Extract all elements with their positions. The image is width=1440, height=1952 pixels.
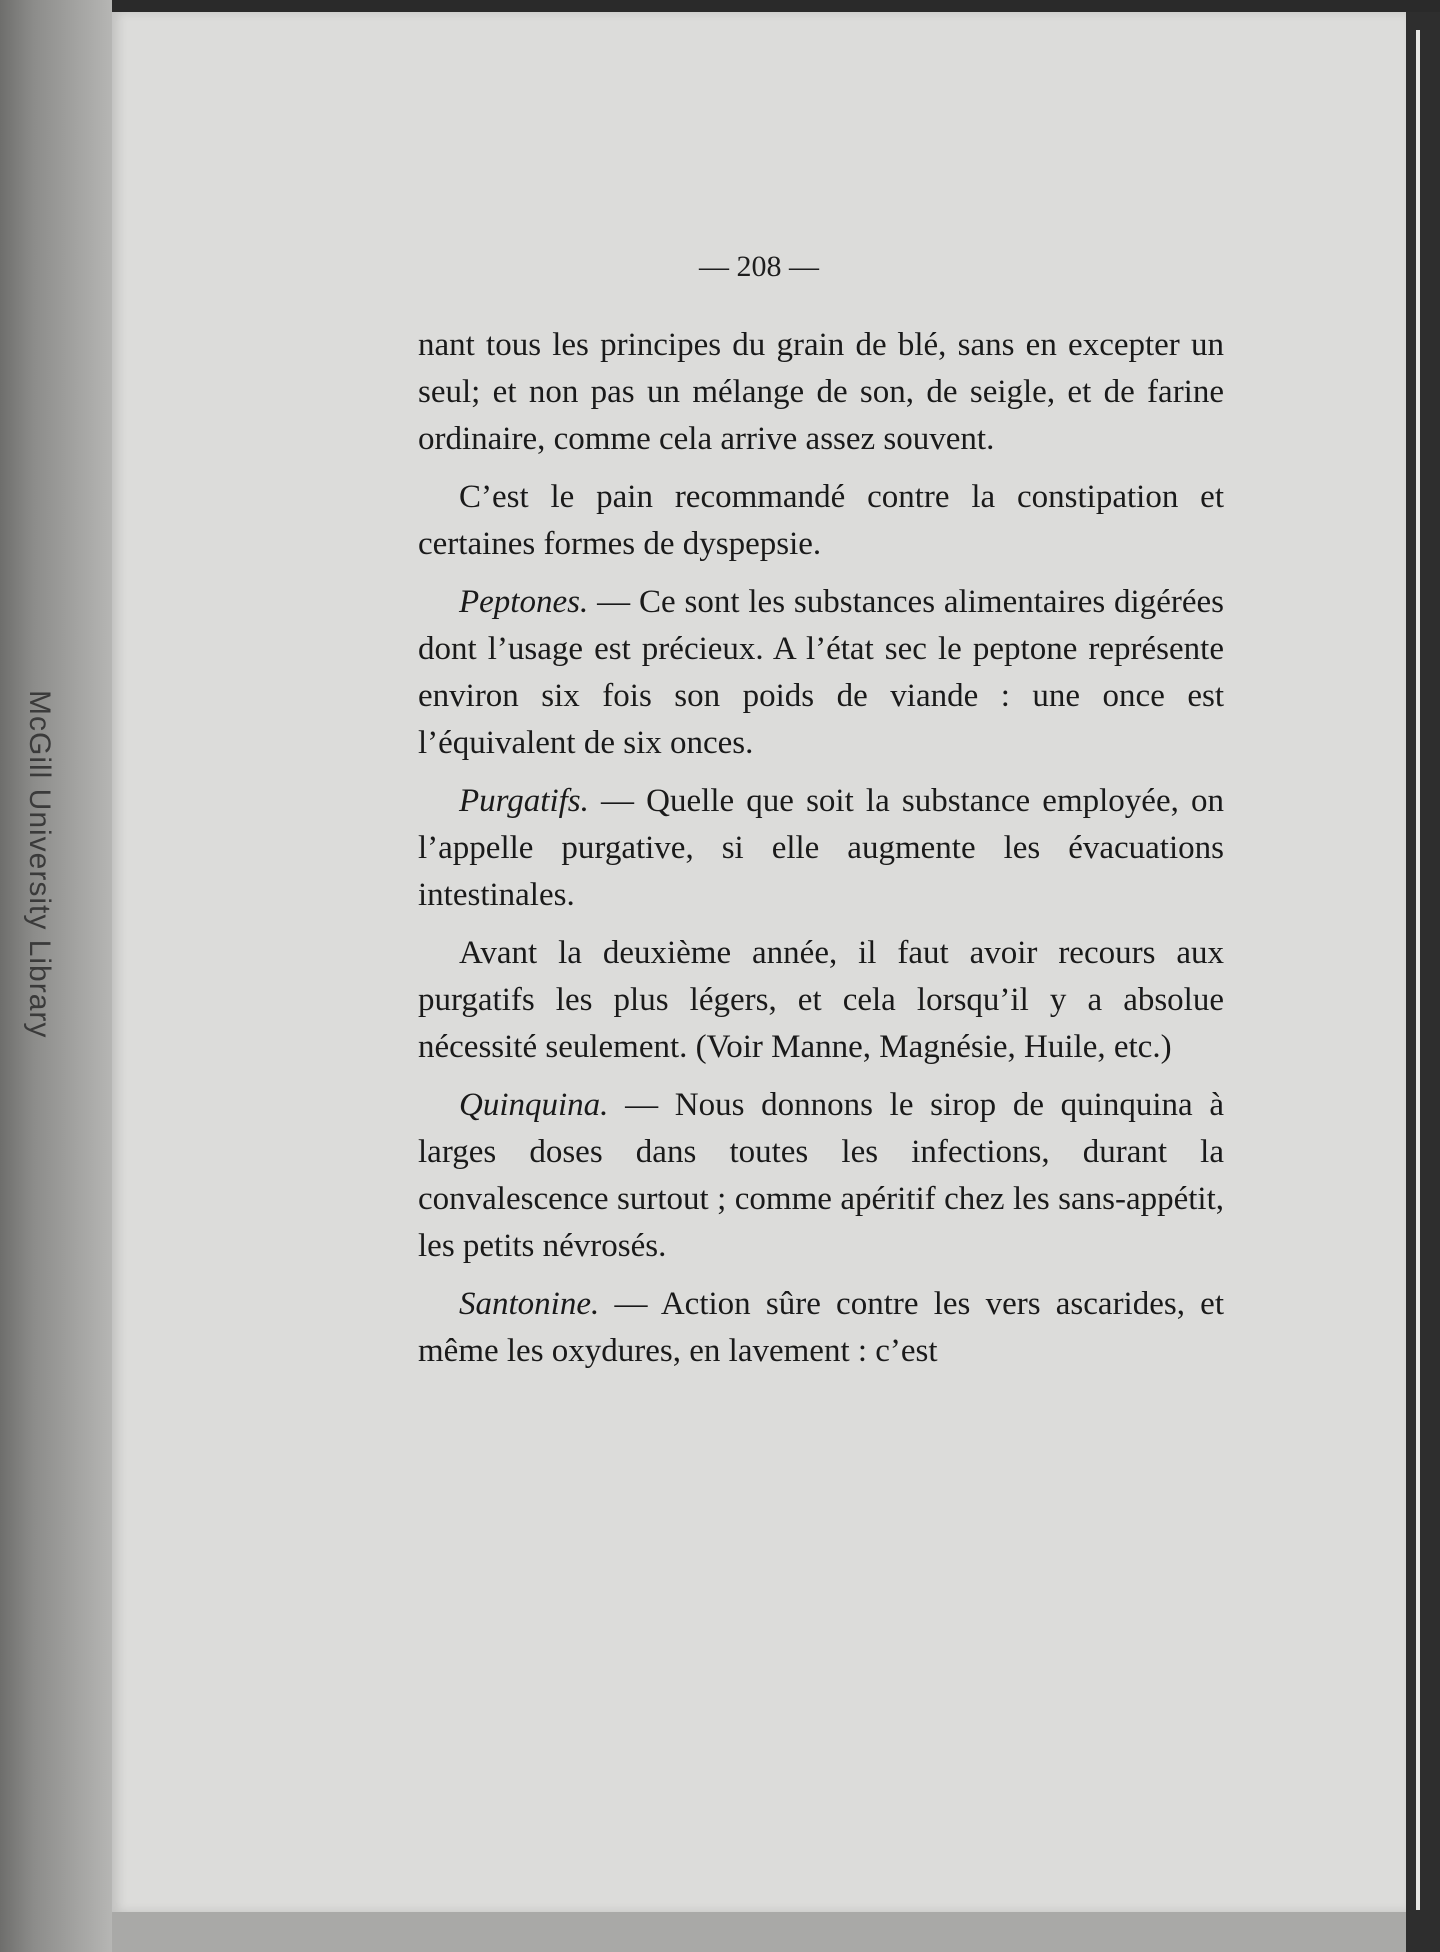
entry-term: Peptones. xyxy=(459,584,589,620)
entry-term: Santonine. xyxy=(459,1286,600,1322)
entry-text: — Action sûre contre les vers ascarides, et même les oxydures, en lavement : c’est xyxy=(418,1286,1224,1369)
page-body xyxy=(418,322,1224,1386)
entry-peptones xyxy=(418,579,1224,767)
book-page xyxy=(112,12,1406,1912)
paragraph-text: Avant la deuxième année, il faut avoir recours aux purgatifs les plus légers, et cela lorsqu’il y a absolue nécessité seulement. (Voir Manne, Magnésie, Huile, etc.) xyxy=(418,935,1224,1065)
entry-term: Quinquina. xyxy=(459,1087,609,1123)
entry-text: — Nous donnons le sirop de quinquina à larges doses dans toutes les infections, durant la convalescence surtout ; comme apéritif chez les sans-appétit, les petits névrosés. xyxy=(418,1087,1224,1264)
paragraph-text: nant tous les principes du grain de blé, sans en excepter un seul; et non pas un mélange de son, de seigle, et de farine ordinaire, comme cela arrive assez souvent. xyxy=(418,327,1224,457)
entry-term: Purgatifs. xyxy=(459,783,589,819)
library-stamp: McGill University Library xyxy=(23,690,56,1039)
entry-santonine xyxy=(418,1281,1224,1375)
paragraph xyxy=(418,474,1224,568)
paragraph-text: C’est le pain recommandé contre la constipation et certaines formes de dyspepsie. xyxy=(418,479,1224,562)
entry-text: — Ce sont les substances alimentaires digérées dont l’usage est précieux. A l’état sec le peptone représente environ six fois son poids de viande : une once est l’équivalent de six onces. xyxy=(418,584,1224,761)
book-spine xyxy=(0,0,112,1952)
scan-top-border xyxy=(0,0,1440,12)
paragraph xyxy=(418,322,1224,463)
page-bottom-shadow xyxy=(112,1912,1406,1952)
page-edge-right xyxy=(1406,12,1440,1952)
entry-quinquina xyxy=(418,1082,1224,1270)
page-number: — 208 — xyxy=(699,250,819,283)
entry-purgatifs xyxy=(418,778,1224,919)
paragraph xyxy=(418,930,1224,1071)
entry-text: — Quelle que soit la substance employée, on l’appelle purgative, si elle augmente les évacuations intestinales. xyxy=(418,783,1224,913)
page-edge-highlight xyxy=(1416,30,1420,1910)
